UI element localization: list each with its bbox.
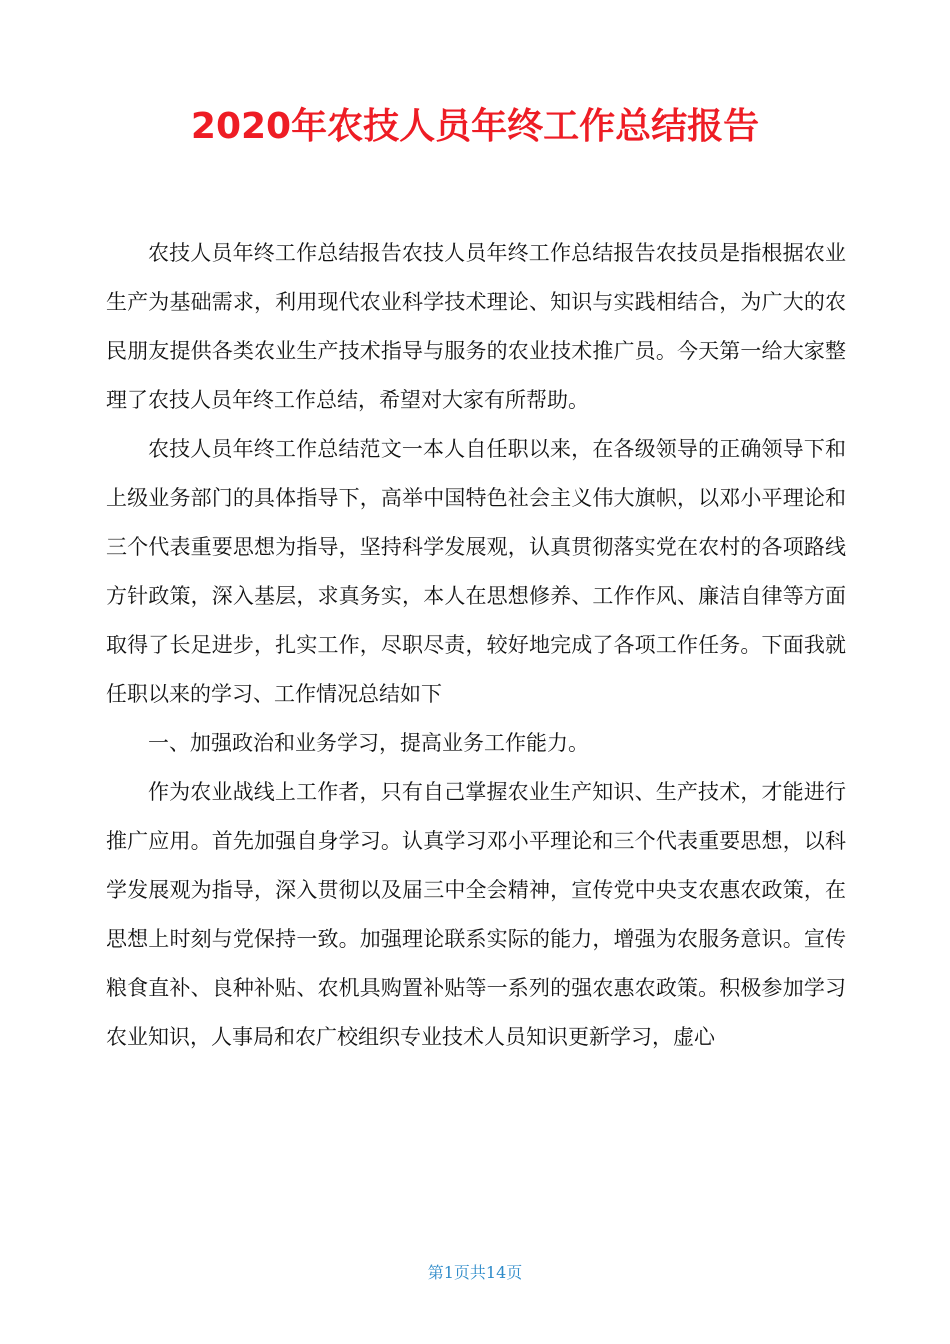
page-number: 第1页共14页: [427, 1263, 523, 1282]
document-body: [106, 229, 846, 1062]
section-heading: 一、加强政治和业务学习，提高业务工作能力。: [148, 731, 589, 755]
document-title: 2020年农技人员年终工作总结报告: [190, 106, 760, 147]
body-paragraph: 农技人员年终工作总结报告农技人员年终工作总结报告农技员是指根据农业生产为基础需求，利用现代农业科学技术理论、知识与实践相结合，为广大的农民朋友提供各类农业生产技术指导与服务的农业技术推广员。今天第一给大家整理了农技人员年终工作总结，希望对大家有所帮助。: [106, 241, 846, 412]
body-paragraph: 作为农业战线上工作者，只有自己掌握农业生产知识、生产技术，才能进行推广应用。首先加强自身学习。认真学习邓小平理论和三个代表重要思想，以科学发展观为指导，深入贯彻以及届三中全会精神，宣传党中央支农惠农政策，在思想上时刻与党保持一致。加强理论联系实际的能力，增强为农服务意识。宣传粮食直补、良种补贴、农机具购置补贴等一系列的强农惠农政策。积极参加学习农业知识，人事局和农广校组织专业技术人员知识更新学习，虚心: [106, 780, 846, 1049]
body-paragraph: 农技人员年终工作总结范文一本人自任职以来，在各级领导的正确领导下和上级业务部门的具体指导下，高举中国特色社会主义伟大旗帜，以邓小平理论和三个代表重要思想为指导，坚持科学发展观，认真贯彻落实党在农村的各项路线方针政策，深入基层，求真务实，本人在思想修养、工作作风、廉洁自律等方面取得了长足进步，扎实工作，尽职尽责，较好地完成了各项工作任务。下面我就任职以来的学习、工作情况总结如下: [106, 437, 846, 706]
